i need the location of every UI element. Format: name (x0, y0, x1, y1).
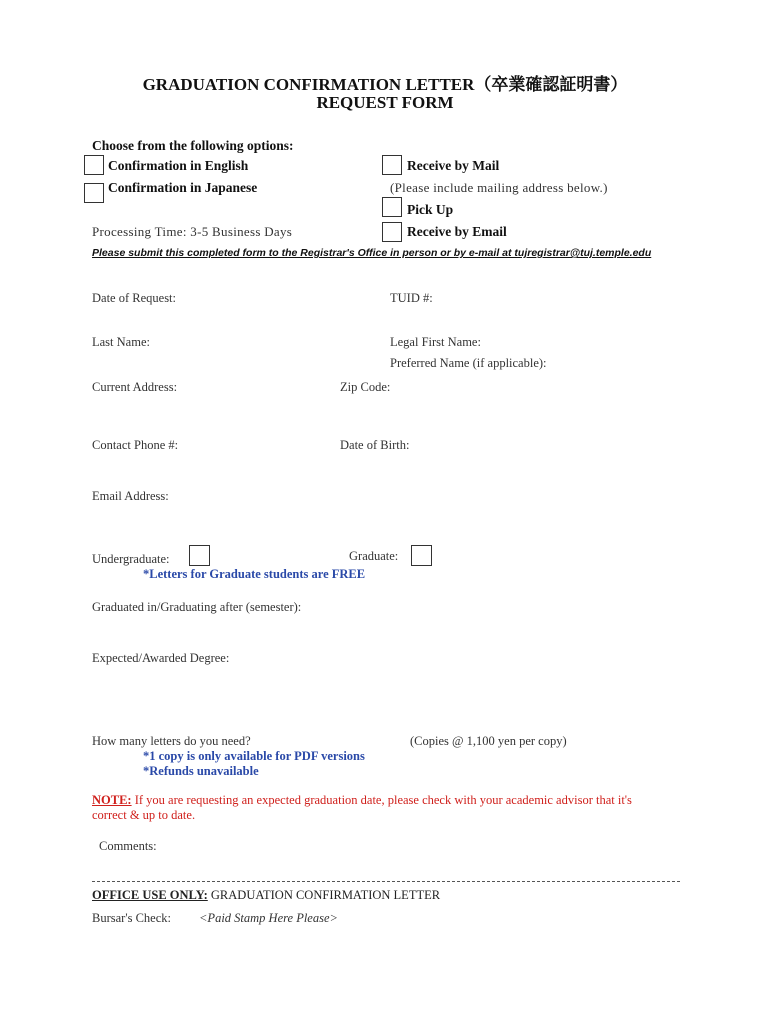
submission-instruction: Please submit this completed form to the Registrar's Office in person or by e-mail at tujregistrar@tuj.temple.edu (92, 247, 652, 259)
office-use-text: GRADUATION CONFIRMATION LETTER (207, 888, 441, 902)
graduate-free-note: *Letters for Graduate students are FREE (143, 567, 366, 581)
comments-label: Comments: (99, 839, 157, 853)
tuid-label: TUID #: (390, 291, 433, 305)
form-title-line2: REQUEST FORM (316, 93, 454, 112)
refunds-note: *Refunds unavailable (143, 764, 259, 778)
note-label: NOTE: (92, 793, 132, 807)
current-address-label: Current Address: (92, 380, 178, 394)
zip-code-label: Zip Code: (340, 380, 391, 394)
note-text-line2: correct & up to date. (92, 808, 196, 822)
date-of-birth-label: Date of Birth: (340, 438, 410, 452)
expected-degree-label: Expected/Awarded Degree: (92, 651, 230, 665)
undergraduate-label: Undergraduate: (92, 552, 170, 566)
graduate-checkbox[interactable] (411, 545, 432, 566)
mail-option-label: Receive by Mail (407, 158, 500, 173)
mail-note: (Please include mailing address below.) (390, 180, 608, 195)
contact-phone-label: Contact Phone #: (92, 438, 179, 452)
email-option-label: Receive by Email (407, 224, 507, 239)
undergraduate-checkbox[interactable] (189, 545, 210, 566)
pickup-option-label: Pick Up (407, 202, 454, 217)
legal-first-name-label: Legal First Name: (390, 335, 481, 349)
note-text: If you are requesting an expected graduation date, please check with your academic advisor that it's (131, 793, 632, 807)
english-checkbox[interactable] (84, 155, 104, 175)
last-name-label: Last Name: (92, 335, 150, 349)
email-address-label: Email Address: (92, 489, 169, 503)
mail-checkbox[interactable] (382, 155, 402, 175)
graduate-label: Graduate: (349, 549, 399, 563)
graduated-in-label: Graduated in/Graduating after (semester): (92, 600, 302, 614)
english-option-label: Confirmation in English (108, 158, 249, 173)
japanese-checkbox[interactable] (84, 183, 104, 203)
graduation-date-note (92, 793, 632, 808)
office-use-label: OFFICE USE ONLY: (92, 888, 208, 902)
email-checkbox[interactable] (382, 222, 402, 242)
pdf-copy-note: *1 copy is only available for PDF versions (143, 749, 365, 763)
cut-line-divider (92, 881, 680, 882)
processing-time: Processing Time: 3-5 Business Days (92, 224, 293, 239)
office-use-header (92, 888, 440, 903)
paid-stamp-placeholder: <Paid Stamp Here Please> (199, 911, 338, 925)
japanese-option-label: Confirmation in Japanese (108, 180, 258, 195)
preferred-name-label: Preferred Name (if applicable): (390, 356, 547, 370)
copies-price: (Copies @ 1,100 yen per copy) (410, 734, 567, 748)
date-of-request-label: Date of Request: (92, 291, 177, 305)
options-heading: Choose from the following options: (92, 138, 294, 153)
bursar-check-label: Bursar's Check: (92, 911, 171, 925)
pickup-checkbox[interactable] (382, 197, 402, 217)
form-title-line1: GRADUATION CONFIRMATION LETTER（卒業確認証明書） (142, 75, 628, 94)
letters-count-label: How many letters do you need? (92, 734, 251, 748)
